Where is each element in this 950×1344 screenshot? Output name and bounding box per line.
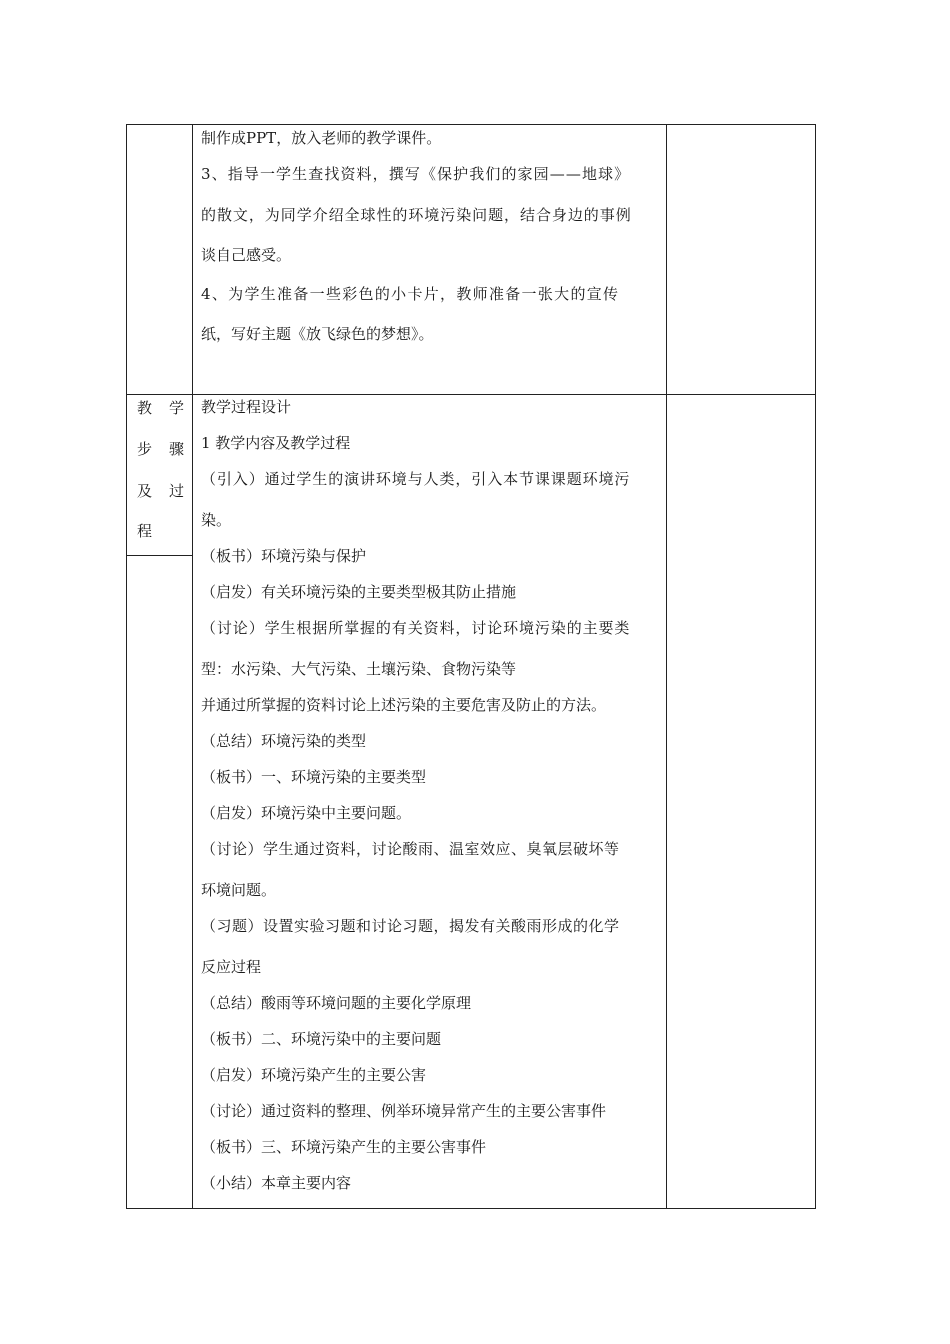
text-line: （板书）二、环境污染中的主要问题 [201, 1030, 442, 1048]
text-line: （板书）一、环境污染的主要类型 [201, 768, 427, 786]
text-line: 纸，写好主题《放飞绿色的梦想》。 [201, 325, 434, 343]
text-line: （讨论）学生通过资料，讨论酸雨、温室效应、臭氧层破坏等 [201, 840, 620, 858]
section-heading: 教学过程设计 [201, 398, 292, 416]
column-divider-1 [192, 124, 193, 1209]
label-char: 及 [137, 482, 153, 500]
text-line: （总结）酸雨等环境问题的主要化学原理 [201, 994, 472, 1012]
label-char: 骤 [169, 440, 185, 458]
label-char: 过 [169, 482, 185, 500]
label-char: 学 [169, 399, 185, 417]
text-line: （讨论）通过资料的整理、例举环境异常产生的主要公害事件 [201, 1102, 607, 1120]
subsection-heading: 1 教学内容及教学过程 [201, 434, 351, 452]
text-line: 型：水污染、大气污染、土壤污染、食物污染等 [201, 660, 517, 678]
column-divider-2 [666, 124, 667, 1209]
table-right-border [815, 124, 816, 1209]
label-char: 教 [137, 399, 153, 417]
text-line: 制作成PPT，放入老师的教学课件。 [201, 129, 442, 147]
table-bottom-border [126, 1208, 816, 1209]
table-left-border [126, 124, 127, 1209]
text-line: 谈自己感受。 [201, 246, 292, 264]
text-line: （启发）环境污染中主要问题。 [201, 804, 412, 822]
row-divider [126, 394, 816, 395]
text-line: 反应过程 [201, 958, 262, 976]
text-line: （板书）三、环境污染产生的主要公害事件 [201, 1138, 487, 1156]
text-line: （习题）设置实验习题和讨论习题，揭发有关酸雨形成的化学 [201, 917, 620, 935]
label-cell-divider [126, 555, 192, 556]
table-top-border [126, 124, 816, 125]
text-line: （启发）环境污染产生的主要公害 [201, 1066, 427, 1084]
text-line: （引入）通过学生的演讲环境与人类，引入本节课课题环境污 [201, 470, 631, 488]
label-char: 程 [137, 522, 153, 540]
text-line: （板书）环境污染与保护 [201, 547, 367, 565]
text-line: 4、为学生准备一些彩色的小卡片，教师准备一张大的宣传 [201, 285, 620, 303]
text-line: （启发）有关环境污染的主要类型极其防止措施 [201, 583, 517, 601]
text-line: （讨论）学生根据所掌握的有关资料，讨论环境污染的主要类 [201, 619, 631, 637]
label-char: 步 [137, 440, 153, 458]
text-line: 染。 [201, 511, 232, 529]
text-line: 环境问题。 [201, 881, 277, 899]
text-line: （总结）环境污染的类型 [201, 732, 367, 750]
text-line: 3、指导一学生查找资料，撰写《保护我们的家园——地球》 [201, 165, 631, 183]
text-line: （小结）本章主要内容 [201, 1174, 352, 1192]
text-line: 的散文，为同学介绍全球性的环境污染问题，结合身边的事例 [201, 206, 632, 224]
text-line: 并通过所掌握的资料讨论上述污染的主要危害及防止的方法。 [201, 696, 607, 714]
